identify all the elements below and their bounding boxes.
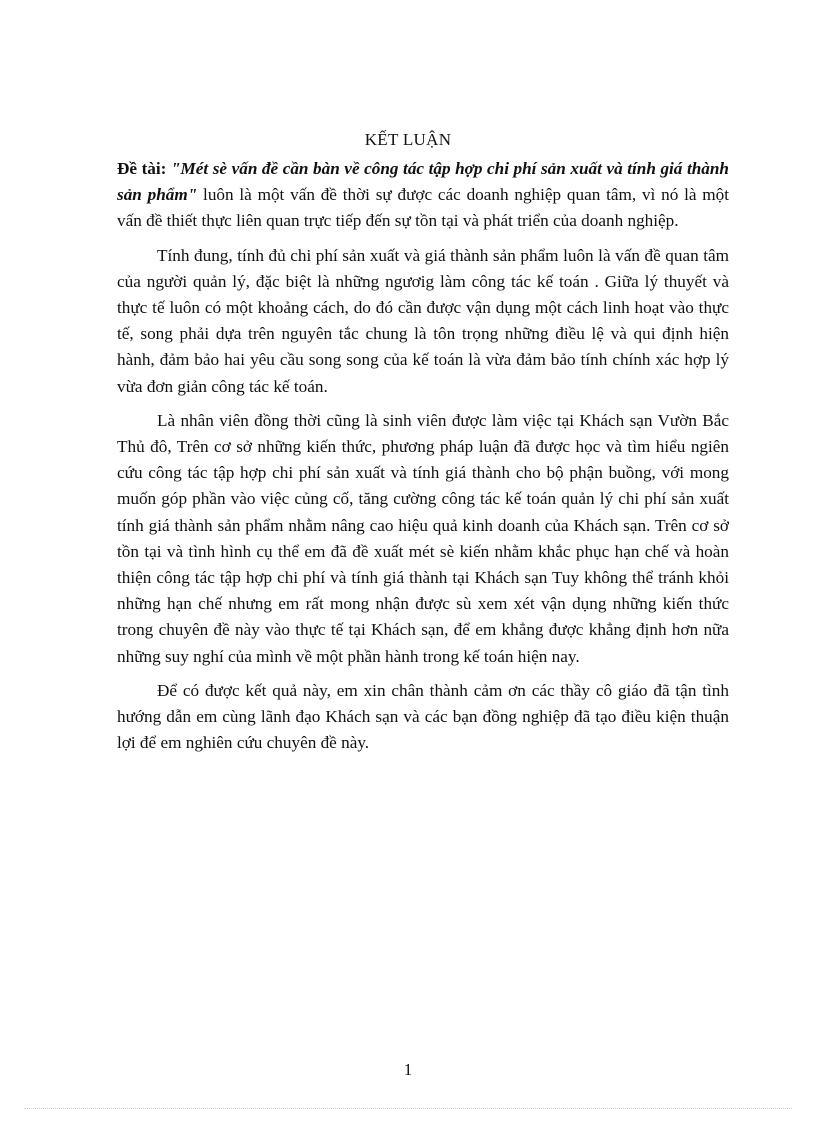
paragraph-1: Tính đung, tính đủ chi phí sản xuất và giá thành sản phẩm luôn là vấn đề quan tâm của người quản lý, đặc biệt là những ngươig làm công tác kế toán . Giữa lý thuyết và thực tế luôn có một khoảng cách, do đó cần được vận dụng một cách linh hoạt vào thực tế, song phải dựa trên nguyên tắc chung là tôn trọng những điều lệ và qui định hiện hành, đảm bảo hai yêu cầu song song của kế toán là vừa đảm bảo tính chính xác hợp lý vừa đơn giản công tác kế toán. <box>117 245 729 396</box>
paragraph-2: Là nhân viên đồng thời cũng là sinh viên được làm việc tại Khách sạn Vườn Bắc Thủ đô, Trên cơ sở những kiến thức, phương pháp luận đã được học và tìm hiểu ngiên cứu công tác tập hợp chi phí sản xuất và tính giá thành cho bộ phận buồng, với mong muốn góp phần vào việc củng cố, tăng cường công tác kế toán quản lý chi phí sản xuất tính giá thành sản phẩm nhằm nâng cao hiệu quả kinh doanh của Khách sạn. Trên cơ sở tồn tại và tình hình cụ thể em đã đề xuất mét sè kiến nhằm khắc phục hạn chế và hoàn thiện công tác tập hợp chi phí và tính giá thành tại Khách sạn Tuy không thể tránh khỏi những hạn chế nhưng em rất mong nhận được sù xem xét vận dụng những kiến thức trong chuyên đề này vào thực tế tại Khách sạn, để em khẳng được khẳng định hơn nữa những suy nghí của mình về một phần hành trong kế toán hiện nay. <box>117 410 729 666</box>
paragraph-3: Để có được kết quả này, em xin chân thành cảm ơn các thầy cô giáo đã tận tình hướng dẫn em cùng lãnh đạo Khách sạn và các bạn đồng nghiệp đã tạo điều kiện thuận lợi để em nghiên cứu chuyên đề này. <box>117 680 729 753</box>
topic-label: Đề tài: <box>117 159 167 178</box>
topic-title: "Mét sè vấn đề cần bàn về công tác tập hợp chi phí sản xuất và tính giá thành sản phẩm" <box>117 159 729 205</box>
page-number: 1 <box>403 1060 413 1079</box>
page-title: KẾT LUẬN <box>364 130 452 149</box>
intro-paragraph <box>117 156 729 235</box>
intro-text: luôn là một vấn đề thời sự được các doanh nghiệp quan tâm, vì nó là một vấn đề thiết thực liên quan trực tiếp đến sự tồn tại và phát triển của doanh nghiệp. <box>117 185 729 231</box>
page-bottom-divider <box>24 1108 792 1109</box>
document-body <box>117 156 729 764</box>
